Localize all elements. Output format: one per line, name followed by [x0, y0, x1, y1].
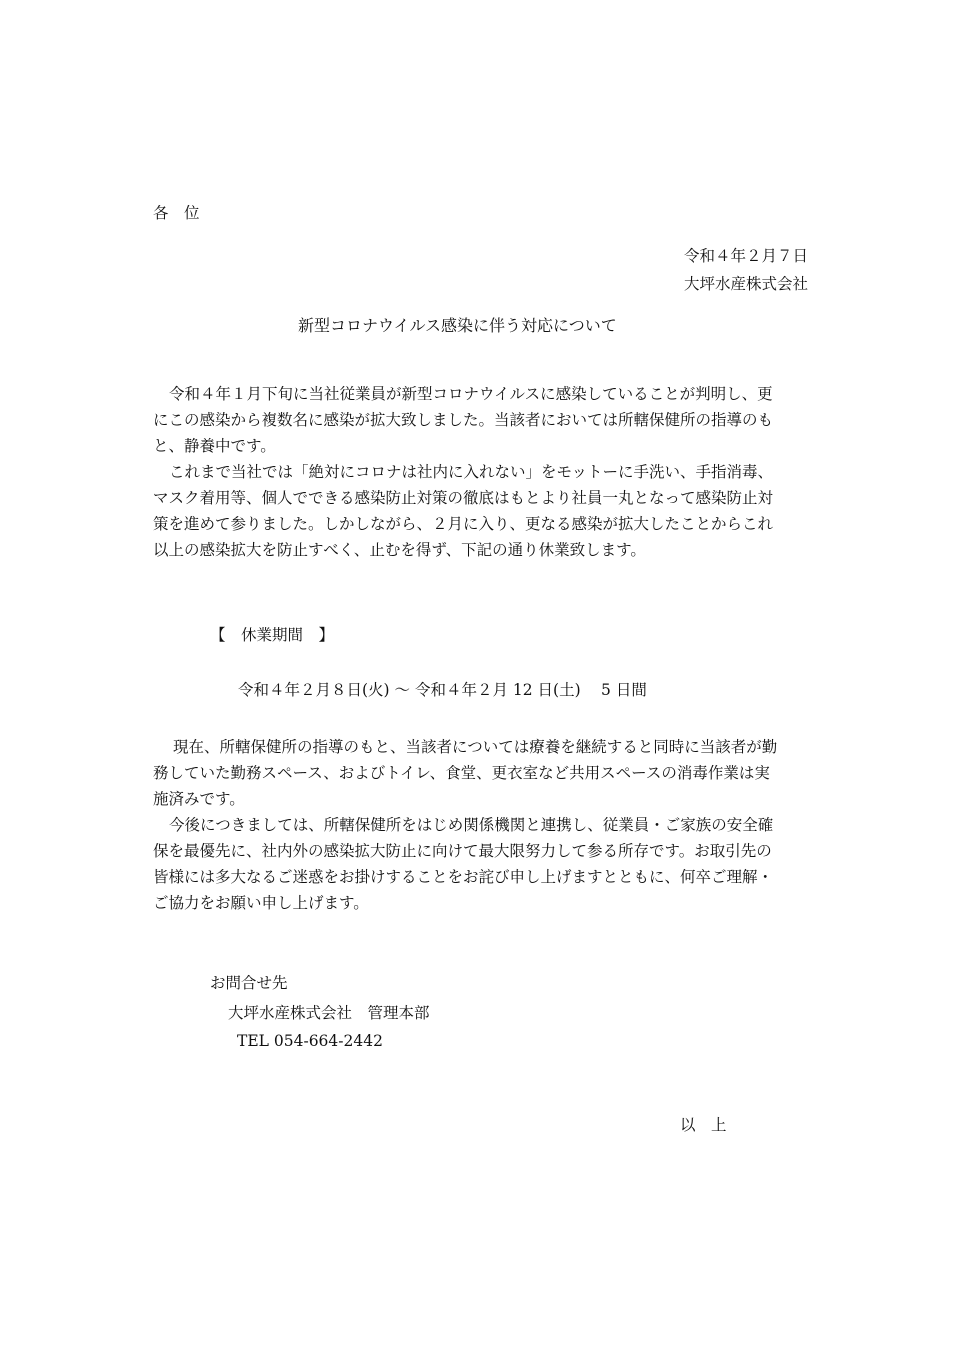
sender-company: 大坪水産株式会社: [684, 275, 809, 293]
body-line: 施済みです。: [153, 790, 245, 808]
contact-label: お問合せ先: [210, 974, 288, 992]
body-line: 皆様には多大なるご迷惑をお掛けすることをお詫び申し上げますとともに、何卒ご理解・: [153, 868, 774, 886]
body-line: にこの感染から複数名に感染が拡大致しました。当該者においては所轄保健所の指導のも: [153, 411, 774, 429]
contact-phone: TEL 054-664-2442: [237, 1032, 383, 1050]
document-date: 令和４年２月７日: [684, 247, 809, 265]
closing-mark: 以 上: [680, 1116, 727, 1134]
closure-period-value: 令和４年２月８日(火) 〜 令和４年２月 12 日(土) 5 日間: [238, 681, 647, 699]
body-line: 現在、所轄保健所の指導のもと、当該者については療養を継続すると同時に当該者が勤: [173, 738, 778, 756]
addressee: 各 位: [153, 204, 200, 222]
body-line: ご協力をお願い申し上げます。: [153, 894, 369, 912]
body-line: 務していた勤務スペース、およびトイレ、食堂、更衣室など共用スペースの消毒作業は実: [153, 764, 770, 782]
body-line: 策を進めて参りました。しかしながら、２月に入り、更なる感染が拡大したことからこれ: [153, 515, 774, 533]
body-line: 令和４年１月下旬に当社従業員が新型コロナウイルスに感染していることが判明し、更: [169, 385, 773, 403]
body-line: と、静養中です。: [153, 437, 276, 455]
body-line: 以上の感染拡大を防止すべく、止むを得ず、下記の通り休業致します。: [153, 541, 646, 559]
body-paragraph-2: [153, 737, 818, 919]
body-paragraph-1: [153, 384, 818, 566]
closure-period-label: 【 休業期間 】: [210, 626, 335, 644]
document-title: 新型コロナウイルス感染に伴う対応について: [298, 316, 617, 335]
body-line: 保を最優先に、社内外の感染拡大防止に向けて最大限努力して参る所存です。お取引先の: [153, 842, 772, 860]
body-line: これまで当社では「絶対にコロナは社内に入れない」をモットーに手洗い、手指消毒、: [169, 463, 774, 481]
contact-department: 大坪水産株式会社 管理本部: [228, 1004, 430, 1022]
body-line: マスク着用等、個人でできる感染防止対策の徹底はもとより社員一丸となって感染防止対: [153, 489, 774, 507]
body-line: 今後につきましては、所轄保健所をはじめ関係機関と連携し、従業員・ご家族の安全確: [169, 816, 774, 834]
